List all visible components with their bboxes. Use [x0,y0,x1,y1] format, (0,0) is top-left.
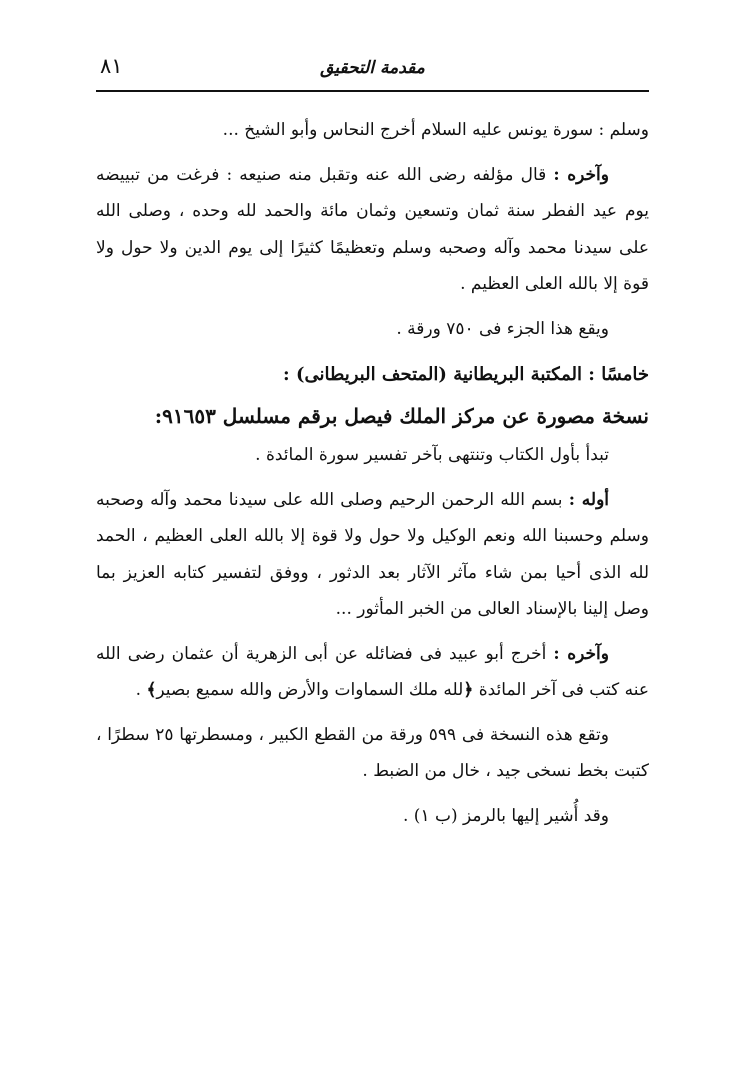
section-heading: خامسًا : المكتبة البريطانية (المتحف البريطانى) : [283,364,649,385]
page-header [96,52,649,88]
paragraph-2 [96,157,649,303]
paragraph-6-end: . [135,680,147,700]
paragraph-3: ويقع هذا الجزء فى ٧٥٠ ورقة . [396,318,609,339]
paragraph-6-text: أخرج أبو عبيد فى فضائله عن أبى الزهرية أن عثمان رضى الله عنه كتب فى آخر المائدة [96,643,649,700]
quran-quote: لله ملك السماوات والأرض والله سميع بصير [156,680,464,700]
paragraph-7: وتقع هذه النسخة فى ٥٩٩ ورقة من القطع الكبير ، ومسطرتها ٢٥ سطرًا ، كتبت بخط نسخى جيد ، خال من الضبط . [96,724,649,781]
paragraph-4: تبدأ بأول الكتاب وتنتهى بآخر تفسير سورة المائدة . [255,445,609,465]
page-number: ٨١ [100,54,123,78]
paragraph-6-label: وآخره : [553,643,609,664]
page-body [96,112,649,834]
paragraph-1: وسلم : سورة يونس عليه السلام أخرج النحاس وأبو الشيخ ... [222,120,649,140]
paragraph-2-text: قال مؤلفه رضى الله عنه وتقبل منه صنيعه : فرغت من تبييضه يوم عيد الفطر سنة ثمان وتسعين وثمان مائة والحمد لله وحده ، وصلى الله على سيدنا محمد وآله وصحبه وسلم وتعظيمًا كثيرًا إلى يوم الدين ولا حول ولا قوة إلا بالله العلى العظيم . [96,164,649,294]
running-title: مقدمة التحقيق [320,58,425,78]
paragraph-5 [96,482,649,628]
paragraph-5-label: أوله : [568,489,609,510]
header-divider [96,90,649,92]
quran-bracket-open: ﴿ [463,680,474,700]
paragraph-5-text: بسم الله الرحمن الرحيم وصلى الله على سيدنا محمد وآله وصحبه وسلم وحسبنا الله ونعم الوكيل ولا حول ولا قوة إلا بالله العلى العظيم ، الحمد لله الذى أحيا بمن شاء مآثر الآثار بعد الدثور ، ووفق لتفسير كتابه العزيز بما وصل إلينا بالإسناد العالى من الخبر المأثور ... [96,489,649,619]
paragraph-6 [96,636,649,709]
manuscript-heading: نسخة مصورة عن مركز الملك فيصل برقم مسلسل ٩١٦٥٣: [154,404,649,428]
quran-bracket-close: ﴾ [146,680,157,700]
paragraph-2-label: وآخره : [553,164,609,185]
paragraph-8: وقد أُشير إليها بالرمز (ب ١) . [403,805,609,826]
